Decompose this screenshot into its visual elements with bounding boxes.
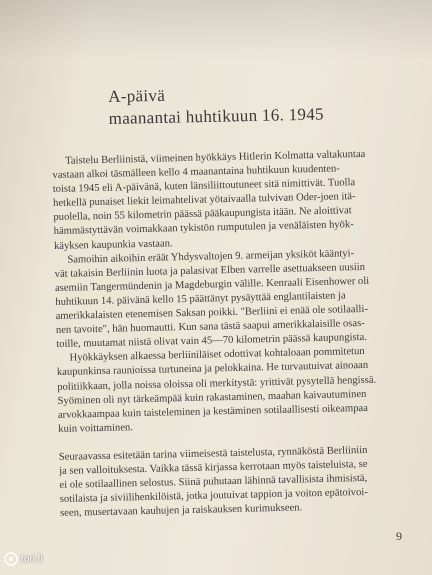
text-line: asemiin Tangermündenin ja Magdeburgin välille. Kenraali Eisenhower oli [54,275,370,294]
chapter-title [108,80,409,130]
text-line: Syöminen oli nyt tärkeämpää kuin rakastaminen, maahan kaivautuminen [57,388,367,407]
text-line: ei ole sotilaallinen selostus. Siinä puhutaan lähinnä tavallisista ihmisistä, [59,472,368,491]
text-line: Hyökkäyksen alkaessa berliiniläiset odottivat kohtaloaan pommitetun [69,346,365,364]
text-line: politiikkaan, jolla noissa oloissa oli merkitystä: yrittivät pysytellä hengissä. [57,374,377,393]
text-line: amerikkalaisten etenemisen Saksan poikki. "Berliini ei enää ole sotilaalli- [55,303,369,322]
text-line: hämmästyttävän voimakkaan tykistön rumputulen ja venäläisten hyök- [53,219,354,238]
text-line: toista 1945 eli A-päivänä, kuten länsiliittoutuneet sitä nimittivät. Tuolla [52,177,356,196]
body-text [52,147,422,521]
text-line: Taistelu Berliinistä, viimeinen hyökkäys Hitlerin Kolmatta valtakuntaa [65,148,366,167]
chapter-title-line-1: A-päivä [108,85,166,106]
text-line: puolella, noin 55 kilometrin päässä pääkaupungista itään. Ne aloittivat [53,205,352,224]
text-line: toille, muutamat niistä olivat vain 45—70 kilometrin päässä kaupungista. [56,332,368,351]
text-line: Seuraavassa esitetään tarina viimeisestä taistelusta, rynnäköstä Berliiniin [58,444,368,463]
text-line: nen tavoite", hän huomautti. Kun sana tästä saapui amerikkalaisille osas- [55,318,365,337]
text-line: huhtikuun 14. päivänä kello 15 päättänyt pysäyttää englantilaisten ja [55,290,346,308]
chapter-title-line-2: maanantai huhtikuun 16. 1945 [108,104,325,128]
text-line: ja sen valloituksesta. Vaikka tässä kirjassa kerrotaan myös taisteluista, se [59,458,368,477]
text-line: vät takaisin Berliinin luota ja palasivat Elben varrelle asettuakseen uusiin [54,261,366,280]
text-line: Samoihin aikoihin eräät Yhdysvaltojen 9. armeijan yksiköt kääntyi- [67,247,355,266]
tori-logo-icon [4,552,18,566]
watermark [4,552,43,566]
text-line: vastaan alkoi täsmälleen kello 4 maanantaina huhtikuun kuudenten- [52,163,340,182]
text-line: kuin voittaminen. [58,422,134,435]
text-line: seen, musertavaan kauhujen ja raiskauksen kurimukseen. [60,502,303,520]
text-line: käyksen kaupunkia vastaan. [53,237,173,252]
text-line: sotilaista ja siviilihenkilöistä, jotka joutuivat tappion ja voiton epätoivoi- [59,487,368,506]
text-line: arvokkaampaa kuin taisteleminen ja kestäminen sotilaallisesti oikeampaa [57,402,369,421]
text-line: hetkellä punaiset liekit leimahtelivat yötaivaalla tulvivan Oder-joen itä- [52,191,356,210]
text-line: kaupunkinsa raunioissa turtuneina ja pelokkaina. He turvautuivat ainoaan [56,360,369,379]
page-shadow [0,0,432,60]
page-number: 9 [396,529,402,543]
watermark-text: tori.fi [21,553,43,565]
